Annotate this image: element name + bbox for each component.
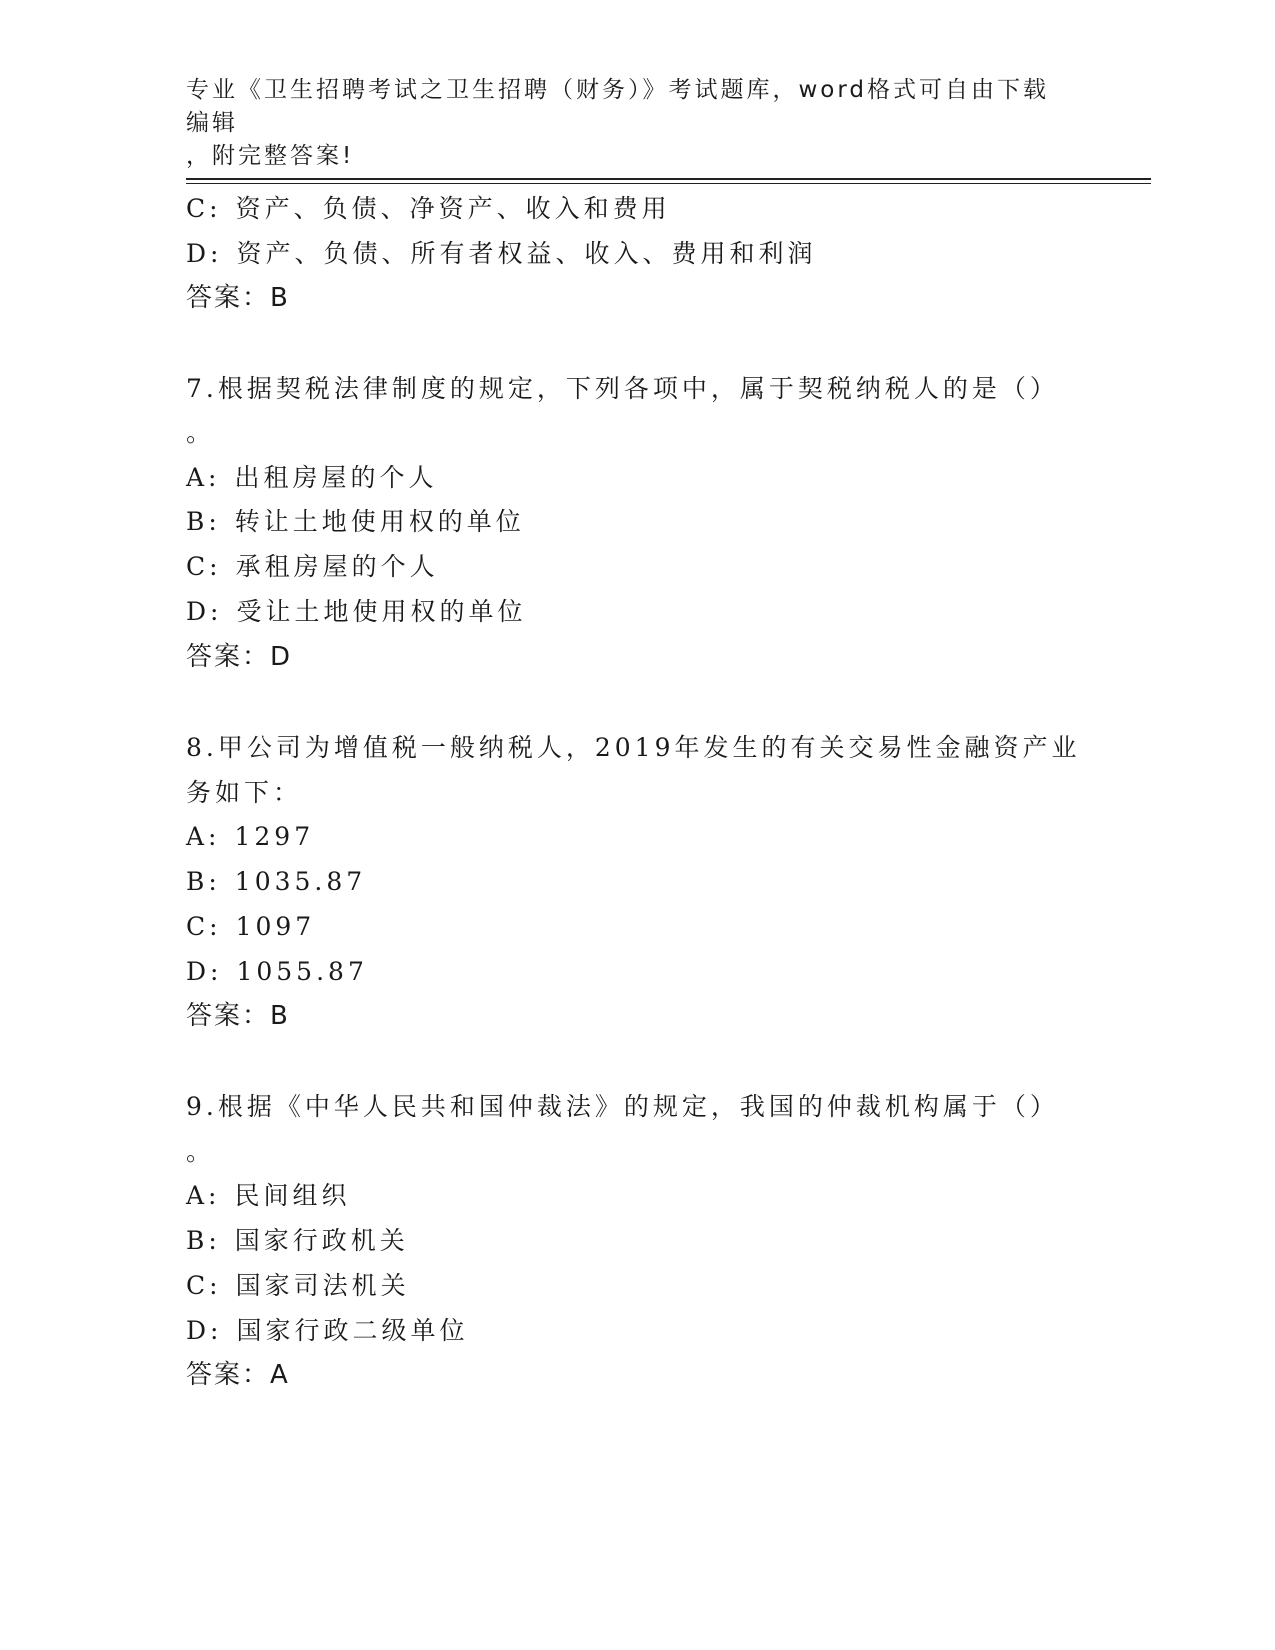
option-text: 资产、负债、净资产、收入和费用 (235, 194, 671, 223)
question-7-stem: 7.根据契税法律制度的规定，下列各项中，属于契税纳税人的是（） (186, 374, 1059, 403)
option-text: 1097 (235, 912, 316, 941)
option-d (186, 955, 1086, 989)
option-key: C: (186, 194, 222, 223)
option-text: 转让土地使用权的单位 (234, 507, 525, 536)
option-key: A: (186, 1181, 221, 1210)
option-d (186, 595, 1086, 629)
option-key: D: (186, 597, 223, 626)
question-7-stem-cont: 。 (186, 418, 216, 447)
option-key: C: (186, 552, 222, 581)
option-b (186, 505, 1086, 539)
option-a (186, 461, 1086, 495)
option-key: B: (186, 1226, 221, 1255)
question-8-stem: 8.甲公司为增值税一般纳税人，2019年发生的有关交易性金融资产业 (186, 733, 1081, 762)
answer-line: 答案：D (186, 642, 293, 672)
option-b (186, 865, 1086, 899)
option-text: 国家司法机关 (235, 1271, 410, 1300)
option-a (186, 1179, 1086, 1213)
option-a (186, 820, 1086, 854)
question-8-stem-cont: 务如下： (186, 778, 303, 807)
option-key: A: (186, 822, 221, 851)
question-9-stem: 9.根据《中华人民共和国仲裁法》的规定，我国的仲裁机构属于（） (186, 1092, 1059, 1121)
answer-line: 答案：B (186, 283, 290, 313)
answer-line: 答案：A (186, 1360, 290, 1390)
option-key: C: (186, 912, 222, 941)
option-key: B: (186, 867, 221, 896)
option-key: D: (186, 1316, 223, 1345)
header-rule-thick (186, 178, 1151, 180)
header-rule-thin (186, 183, 1151, 184)
option-text: 资产、负债、所有者权益、收入、费用和利润 (236, 239, 817, 268)
option-text: 民间组织 (234, 1181, 351, 1210)
option-text: 1297 (234, 822, 315, 851)
option-text: 国家行政二级单位 (236, 1316, 469, 1345)
option-key: A: (186, 463, 221, 492)
document-header (186, 74, 1066, 173)
option-c (186, 550, 1086, 584)
option-c (186, 1269, 1086, 1303)
header-line-2: ，附完整答案! (186, 143, 355, 169)
option-c (186, 910, 1086, 944)
option-text: 承租房屋的个人 (235, 552, 439, 581)
option-text: 出租房屋的个人 (234, 463, 438, 492)
header-line-1: 专业《卫生招聘考试之卫生招聘（财务）》考试题库，word格式可自由下载编辑 (186, 77, 1050, 136)
option-key: D: (186, 957, 223, 986)
answer-line: 答案：B (186, 1001, 290, 1031)
option-text: 1035.87 (234, 867, 367, 896)
option-key: C: (186, 1271, 222, 1300)
option-c (186, 192, 1086, 226)
option-text: 1055.87 (236, 957, 368, 986)
question-9-stem-cont: 。 (186, 1137, 216, 1166)
option-b (186, 1224, 1086, 1258)
option-text: 受让土地使用权的单位 (236, 597, 527, 626)
option-key: D: (186, 239, 223, 268)
option-d (186, 237, 1086, 271)
option-key: B: (186, 507, 221, 536)
option-d (186, 1314, 1086, 1348)
option-text: 国家行政机关 (234, 1226, 409, 1255)
